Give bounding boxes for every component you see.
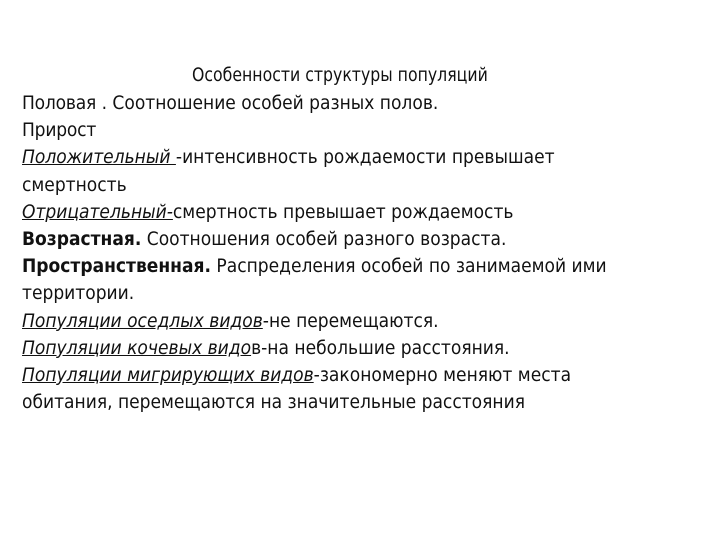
line-text: в-на небольшие расстояния. [251, 336, 510, 359]
term-heading: Пространственная. [22, 255, 211, 278]
text-line [22, 226, 698, 253]
line-text: смертность превышает рождаемость [172, 200, 514, 223]
text-line [22, 280, 698, 307]
slide-body [22, 90, 698, 416]
line-text: -закономерно меняют места [313, 364, 572, 387]
text-line [22, 335, 698, 362]
underlined-term: Положительный [22, 146, 176, 169]
line-text: территории. [22, 282, 135, 305]
line-text: -не перемещаются. [262, 309, 439, 332]
text-line [22, 362, 698, 389]
underlined-term: Популяции оседлых видов [22, 309, 263, 332]
text-line [22, 253, 698, 280]
text-line [22, 199, 698, 226]
line-text: Соотношения особей разного возраста. [141, 228, 507, 251]
line-text: обитания, перемещаются на значительные расстояния [22, 391, 525, 414]
line-text: -интенсивность рождаемости превышает [175, 146, 555, 169]
text-line [22, 172, 698, 199]
underlined-term: Популяции кочевых видо [22, 336, 252, 359]
underlined-term: Отрицательный- [22, 200, 173, 223]
text-line [22, 389, 698, 416]
text-line [22, 90, 698, 117]
text-line [22, 117, 698, 144]
line-text: Распределения особей по занимаемой ими [210, 255, 607, 278]
slide-title: Особенности структуры популяций [192, 64, 488, 86]
term-heading: Возрастная. [22, 228, 142, 251]
term-heading: Половая [22, 92, 97, 114]
underlined-term: Популяции мигрирующих видов [22, 364, 314, 387]
text-line [22, 144, 698, 171]
line-text: . Соотношение особей разных полов. [96, 92, 439, 114]
text-line [22, 308, 698, 335]
line-text: смертность [22, 173, 127, 196]
term-heading: Прирост [22, 119, 97, 142]
